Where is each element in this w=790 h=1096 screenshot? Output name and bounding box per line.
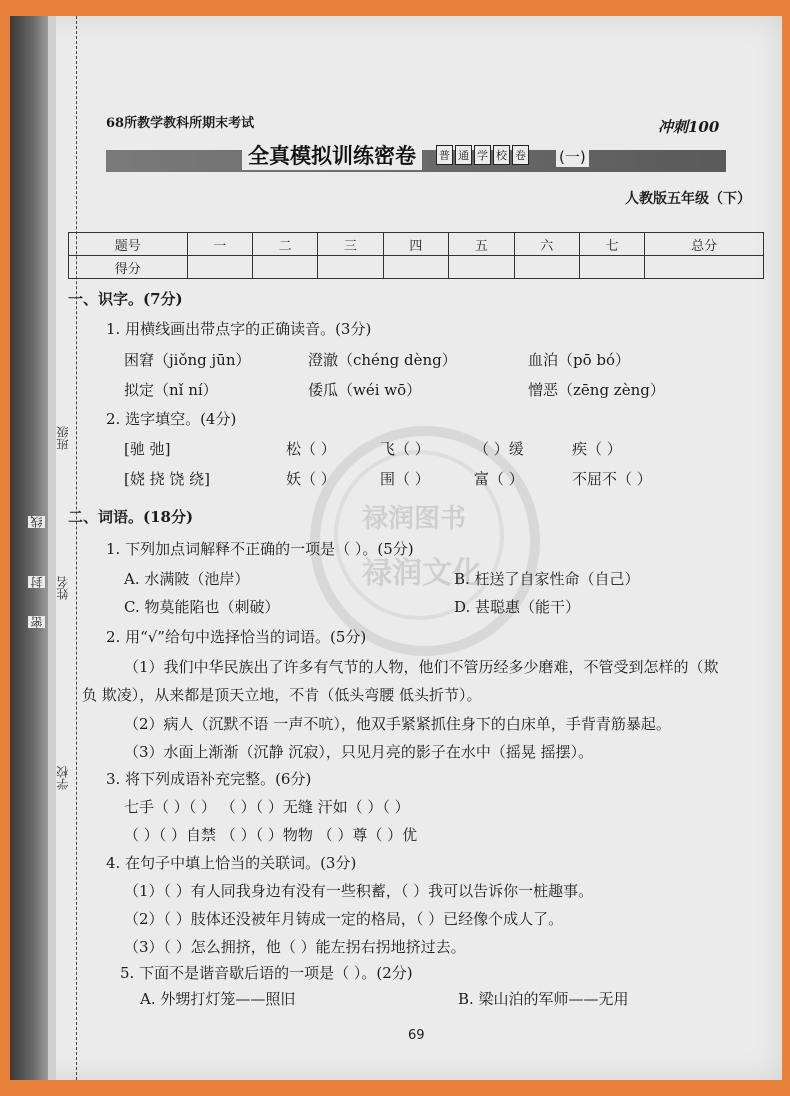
s1-q2-blank: 松（ ） xyxy=(286,440,336,458)
s1-q2-blank: 妖（ ） xyxy=(286,470,336,488)
score-header-cell: 五 xyxy=(449,233,514,256)
box-char: 普 xyxy=(436,145,453,165)
box-char: 卷 xyxy=(512,145,529,165)
s1-q2-row1-options: [驰 弛] xyxy=(124,440,171,458)
s1-q1-item: 澄澈（chéng dèng） xyxy=(308,351,457,369)
s1-q2-blank: 疾（ ） xyxy=(572,440,622,458)
s2-q1-prompt: 1. 下列加点词解释不正确的一项是（ ）。(5分) xyxy=(106,540,414,558)
section2-heading: 二、词语。(18分) xyxy=(68,508,194,526)
score-cell[interactable] xyxy=(187,256,252,279)
s2-q3-line: 七手（ ）（ ） （ ）（ ）无缝 汗如（ ）（ ） xyxy=(124,798,410,816)
s1-q1-item: 拟定（nǐ ní） xyxy=(124,381,218,399)
score-table-header-row xyxy=(69,233,764,256)
s1-q1-item: 困窘（jiǒng jūn） xyxy=(124,351,251,369)
binding-strip-dark xyxy=(10,16,48,1080)
watermark-text-bottom: 禄润文化 xyxy=(362,556,482,591)
score-cell[interactable] xyxy=(318,256,383,279)
s2-q1-option: A. 水满陂（池岸） xyxy=(124,570,250,588)
s2-q1-option: B. 枉送了自家性命（自己） xyxy=(454,570,640,588)
score-cell[interactable] xyxy=(645,256,764,279)
score-cell[interactable] xyxy=(449,256,514,279)
s2-q5-option-b: B. 梁山泊的军师——无用 xyxy=(458,990,629,1008)
s1-q2-blank: 富（ ） xyxy=(474,470,524,488)
brand-label: 冲刺100 xyxy=(658,118,720,136)
score-header-cell: 四 xyxy=(383,233,448,256)
s2-q4-prompt: 4. 在句子中填上恰当的关联词。(3分) xyxy=(106,854,357,872)
score-header-cell: 二 xyxy=(252,233,317,256)
binding-dashed-line xyxy=(76,16,77,1080)
s2-q3-line: （ ）（ ）自禁 （ ）（ ）物物 （ ）尊（ ）优 xyxy=(124,826,418,844)
s1-q2-row2-options: [娆 挠 饶 绕] xyxy=(124,470,211,488)
s1-q2-blank: 围（ ） xyxy=(380,470,430,488)
page-title: 全真模拟训练密卷 xyxy=(242,140,422,170)
s2-q4-sentence: （3）（ ）怎么拥挤，他（ ）能左拐右拐地挤过去。 xyxy=(124,938,466,956)
binding-mark-secret: 密 xyxy=(30,616,44,628)
s1-q1-item: 憎恶（zēng zèng） xyxy=(528,381,665,399)
exam-source: 68所教学教科所期末考试 xyxy=(106,116,255,131)
s1-q1-item: 倭瓜（wéi wō） xyxy=(308,381,422,399)
s2-q5-prompt: 5. 下面不是谐音歇后语的一项是（ ）。(2分) xyxy=(120,964,413,982)
score-cell[interactable] xyxy=(383,256,448,279)
s2-q4-sentence: （2）（ ）肢体还没被年月铸成一定的格局，（ ）已经像个成人了。 xyxy=(124,910,564,928)
score-cell[interactable] xyxy=(514,256,579,279)
s1-q2-prompt: 2. 选字填空。(4分) xyxy=(106,410,237,428)
s1-q2-blank: （ ）缓 xyxy=(474,440,524,458)
binding-mark-line: 线 xyxy=(30,516,44,528)
score-header-cell: 一 xyxy=(187,233,252,256)
s1-q2-blank: 不屈不（ ） xyxy=(572,470,652,488)
s2-q2-sentence: （1）我们中华民族出了许多有气节的人物，他们不管历经多少磨难，不管受到怎样的（欺 xyxy=(124,658,719,676)
score-cell[interactable] xyxy=(579,256,644,279)
watermark-text-top: 禄润图书 xyxy=(362,504,467,534)
s1-q1-item: 血泊（pō bó） xyxy=(528,351,631,369)
section1-heading: 一、识字。(7分) xyxy=(68,290,183,308)
s2-q2-sentence: （3）水面上渐渐（沉静 沉寂），只见月亮的影子在水中（摇晃 摇摆）。 xyxy=(124,743,594,761)
s2-q5-option-a: A. 外甥打灯笼——照旧 xyxy=(140,990,296,1008)
binding-label-name: 姓名 xyxy=(56,576,70,600)
school-type-boxes xyxy=(436,145,529,165)
score-header-cell: 六 xyxy=(514,233,579,256)
binding-label-school: 学校 xyxy=(56,766,70,790)
page-number: 69 xyxy=(408,1028,425,1043)
score-header-cell: 三 xyxy=(318,233,383,256)
s1-q2-blank: 飞（ ） xyxy=(380,440,430,458)
edition-label: 人教版五年级（下） xyxy=(625,191,751,207)
s2-q1-option: C. 物莫能陷也（刺破） xyxy=(124,598,280,616)
score-header-cell: 七 xyxy=(579,233,644,256)
paper-number: (一) xyxy=(556,146,589,167)
s2-q2-prompt: 2. 用“√”给句中选择恰当的词语。(5分) xyxy=(106,628,367,646)
binding-strip-light xyxy=(48,16,56,1080)
binding-label-class: 班级 xyxy=(56,426,70,450)
s2-q2-sentence: 负 欺凌），从来都是顶天立地，不肯（低头弯腰 低头折节）。 xyxy=(82,686,482,704)
s2-q3-prompt: 3. 将下列成语补充完整。(6分) xyxy=(106,770,312,788)
s2-q1-option: D. 甚聪惠（能干） xyxy=(454,598,581,616)
box-char: 校 xyxy=(493,145,510,165)
score-header-cell: 总分 xyxy=(645,233,764,256)
score-header-cell: 题号 xyxy=(69,233,188,256)
score-table xyxy=(68,232,764,279)
binding-mark-seal: 封 xyxy=(30,576,44,588)
s1-q1-prompt: 1. 用横线画出带点字的正确读音。(3分) xyxy=(106,320,372,338)
exam-page xyxy=(10,16,782,1080)
box-char: 学 xyxy=(474,145,491,165)
score-row-label: 得分 xyxy=(69,256,188,279)
s2-q2-sentence: （2）病人（沉默不语 一声不吭），他双手紧紧抓住身下的白床单，手背青筋暴起。 xyxy=(124,715,671,733)
box-char: 通 xyxy=(455,145,472,165)
score-cell[interactable] xyxy=(252,256,317,279)
s2-q4-sentence: （1）（ ）有人同我身边有没有一些积蓄，（ ）我可以告诉你一桩趣事。 xyxy=(124,882,594,900)
score-table-score-row xyxy=(69,256,764,279)
